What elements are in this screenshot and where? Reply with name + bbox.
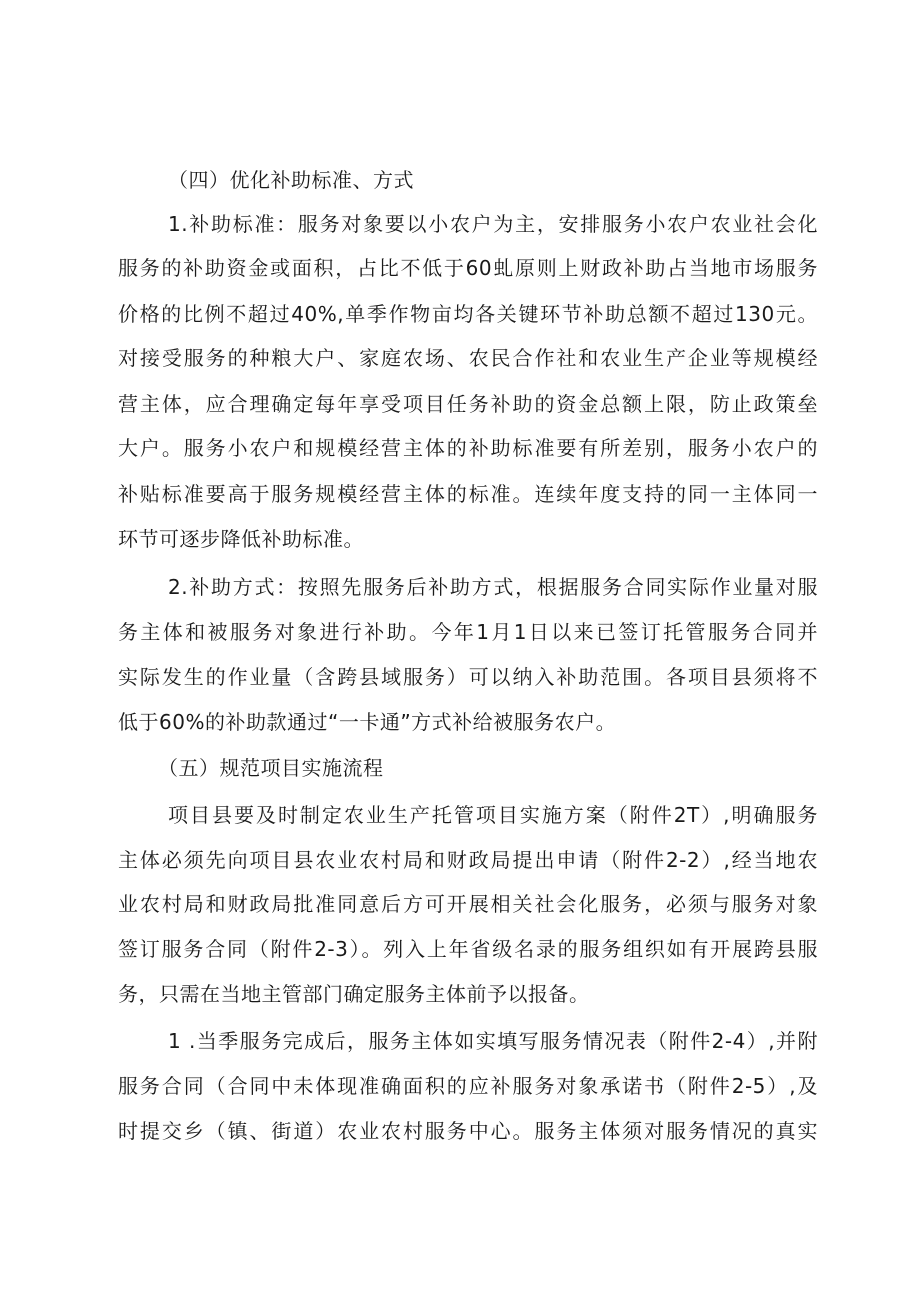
paragraph-line: 对接受服务的种粮大户、家庭农场、农民合作社和农业生产企业等规模经 bbox=[118, 346, 818, 370]
paragraph-line: 1 .当季服务完成后，服务主体如实填写服务情况表（附件2-4）,并附 bbox=[168, 1029, 818, 1053]
paragraph-line: 业农村局和财政局批准同意后方可开展相关社会化服务，必须与服务对象 bbox=[118, 892, 818, 916]
paragraph-line: 签订服务合同（附件2-3）。列入上年省级名录的服务组织如有开展跨县服 bbox=[118, 937, 818, 961]
paragraph-line: 服务的补助资金或面积，占比不低于60虬原则上财政补助占当地市场服务 bbox=[118, 256, 818, 280]
section-5-heading: （五）规范项目实施流程 bbox=[158, 756, 384, 780]
section-4-heading: （四）优化补助标准、方式 bbox=[168, 168, 414, 192]
paragraph-line: 务，只需在当地主管部门确定服务主体前予以报备。 bbox=[118, 982, 590, 1006]
paragraph-line: 务主体和被服务对象进行补助。今年1月1日以来已签订托管服务合同并 bbox=[118, 620, 818, 644]
paragraph-line: 服务合同（合同中未体现准确面积的应补服务对象承诺书（附件2-5）,及 bbox=[118, 1074, 818, 1098]
paragraph-line: 环节可逐步降低补助标准。 bbox=[118, 527, 364, 551]
paragraph-line: 营主体，应合理确定每年享受项目任务补助的资金总额上限，防止政策垒 bbox=[118, 392, 818, 416]
paragraph-line: 补贴标准要高于服务规模经营主体的标准。连续年度支持的同一主体同一 bbox=[118, 482, 818, 506]
paragraph-line: 项目县要及时制定农业生产托管项目实施方案（附件2T）,明确服务 bbox=[168, 803, 818, 827]
paragraph-line: 实际发生的作业量（含跨县域服务）可以纳入补助范围。各项目县须将不 bbox=[118, 665, 818, 689]
paragraph-line: 价格的比例不超过40%,单季作物亩均各关键环节补助总额不超过130元。 bbox=[118, 302, 818, 326]
paragraph-line: 主体必须先向项目县农业农村局和财政局提出申请（附件2-2）,经当地农 bbox=[118, 848, 818, 872]
paragraph-line: 2.补助方式：按照先服务后补助方式，根据服务合同实际作业量对服 bbox=[168, 575, 818, 599]
paragraph-line: 时提交乡（镇、街道）农业农村服务中心。服务主体须对服务情况的真实 bbox=[118, 1119, 818, 1143]
paragraph-line: 1.补助标准：服务对象要以小农户为主，安排服务小农户农业社会化 bbox=[168, 212, 818, 236]
paragraph-line: 大户。服务小农户和规模经营主体的补助标准要有所差别，服务小农户的 bbox=[118, 436, 818, 460]
paragraph-line: 低于60%的补助款通过“一卡通”方式补给被服务农户。 bbox=[118, 710, 617, 734]
